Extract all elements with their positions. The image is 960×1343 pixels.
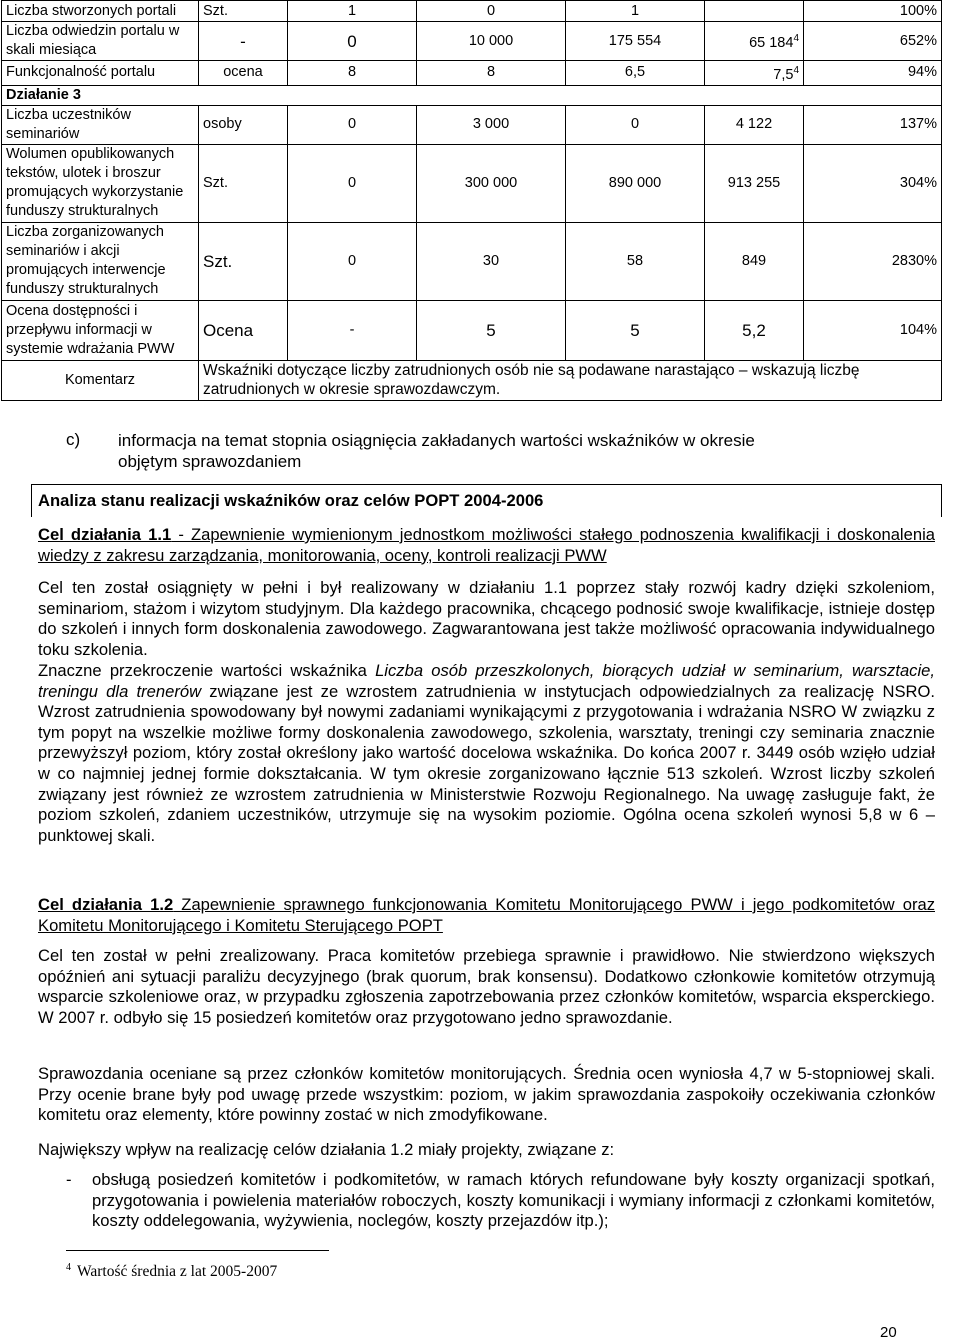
indicator-table — [1, 0, 942, 401]
value-text: 7,5 — [773, 66, 794, 83]
goal-heading — [38, 525, 935, 566]
footnote-divider — [66, 1250, 329, 1251]
footnote-ref: 4 — [793, 33, 799, 45]
row-label: Ocena dostępności i przepływu informacji w systemie wdrażania PWW — [2, 300, 199, 360]
value-cell: 5 — [566, 300, 705, 360]
value-cell — [705, 1, 804, 22]
unit-cell: Szt. — [199, 1, 288, 22]
value-cell: 300 000 — [417, 144, 566, 222]
row-label: Funkcjonalność portalu — [2, 61, 199, 86]
value-cell: 175 554 — [566, 22, 705, 61]
row-label: Wolumen opublikowanych tekstów, ulotek i broszur promujących wykorzystanie funduszy strukturalnych — [2, 144, 199, 222]
value-cell: 0 — [288, 144, 417, 222]
section-marker: c) — [66, 430, 81, 449]
footnote-ref: 4 — [793, 65, 799, 76]
table-row — [2, 105, 942, 144]
row-label: Liczba zorganizowanych seminariów i akcji promujących interwencje funduszy strukturalnych — [2, 222, 199, 300]
comment-text: Wskaźniki dotyczące liczby zatrudnionych osób nie są podawane narastająco – wskazują liczbę zatrudnionych w okresie sprawozdawczym. — [199, 360, 942, 400]
value-cell: 6,5 — [566, 61, 705, 86]
page-number: 20 — [880, 1324, 897, 1341]
analysis-title: Analiza stanu realizacji wskaźników oraz celów POPT 2004-2006 — [38, 491, 544, 510]
goal-text: Zapewnienie sprawnego funkcjonowania Komitetu Monitorującego PWW i jego podkomitetów oraz Komitetu Monitorującego i Komitetu Sterującego POPT — [38, 895, 935, 935]
pct-cell: 304% — [804, 144, 942, 222]
value-cell: 890 000 — [566, 144, 705, 222]
value-cell — [705, 22, 804, 61]
value-cell: 913 255 — [705, 144, 804, 222]
table-row — [2, 22, 942, 61]
section-row: Działanie 3 — [2, 85, 942, 105]
goal-text: - Zapewnienie wymienionym jednostkom możliwości stałego podnoszenia kwalifikacji i doskonalenia wiedzy z zakresu zarządzania, monitorowania, oceny, kontroli realizacji PWW — [38, 525, 935, 565]
unit-cell: ocena — [199, 61, 288, 86]
bullet-item: obsługą posiedzeń komitetów i podkomitetów, w ramach których refundowane były koszty organizacji spotkań, przygotowania i powielenia materiałów roboczych, koszty komunikacji i wymiany informacji z członkami komitetów, koszty oddelegowania, wyżywienia, noclegów, koszty przejazdów itp.); — [92, 1170, 935, 1231]
value-cell: 0 — [566, 105, 705, 144]
section-heading: informacja na temat stopnia osiągnięcia zakładanych wartości wskaźników w okresie objętym sprawozdaniem — [118, 431, 755, 471]
value-cell: 10 000 — [417, 22, 566, 61]
goal-label: Cel działania 1.2 — [38, 895, 174, 914]
value-cell: 1 — [566, 1, 705, 22]
text: Znaczne przekroczenie wartości wskaźnika — [38, 661, 376, 680]
pct-cell: 2830% — [804, 222, 942, 300]
value-cell: 5,2 — [705, 300, 804, 360]
paragraph: Sprawozdania oceniane są przez członków komitetów monitorujących. Średnia ocen wyniosła 4,7 w 5-stopniowej skali. Przy ocenie brane były pod uwagę przede wszystkim: poziom, w jakim sprawozdania zaspokoiły oczekiwania członków komitetu oraz elementy, które powinny zostać w nich zmodyfikowane. — [38, 1064, 935, 1125]
paragraph — [38, 661, 935, 846]
table-row — [2, 300, 942, 360]
pct-cell: 137% — [804, 105, 942, 144]
row-label: Liczba uczestników seminariów — [2, 105, 199, 144]
value-cell: 849 — [705, 222, 804, 300]
value-cell: - — [288, 300, 417, 360]
pct-cell: 94% — [804, 61, 942, 86]
unit-cell: - — [199, 22, 288, 61]
value-cell: 0 — [288, 222, 417, 300]
footnote — [66, 1262, 277, 1281]
pct-cell: 652% — [804, 22, 942, 61]
value-cell: 8 — [417, 61, 566, 86]
table-row — [2, 1, 942, 22]
text: związane jest ze wzrostem zatrudnienia w instytucjach odpowiedzialnych za realizację NSRO. Wzrost zatrudnienia spowodowany był nowymi zadaniami wynikającymi z przygotowania i wdrażania NSRO W związku z tym popyt na wszelkie możliwe formy doskonalenia zawodowego, szkolenia, warsztaty, treningi czy seminaria znacznie przewyższył poziom, który został określony jako wartość docelowa wskaźnika. Do końca 2007 r. 3449 osób wzięło udział w co najmniej jednej formie dokształcania. W tym okresie zorganizowano łącznie 513 szkoleń. Wzrost liczby szkoleń związany jest również ze wzrostem zatrudnienia w Ministerstwie Rozwoju Regionalnego. Na uwagę zasługuje fakt, że poziom szkoleń, zdaniem uczestników, utrzymuje się na wysokim poziomie. Ogólna ocena szkoleń wynosi 5,8 w 6 – punktowej skali. — [38, 681, 936, 845]
paragraph: Największy wpływ na realizację celów działania 1.2 miały projekty, związane z: — [38, 1140, 615, 1159]
table-row — [2, 222, 942, 300]
unit-cell: Szt. — [199, 222, 288, 300]
value-cell: 4 122 — [705, 105, 804, 144]
pct-cell: 100% — [804, 1, 942, 22]
table-row — [2, 144, 942, 222]
table-row — [2, 360, 942, 400]
unit-cell: Szt. — [199, 144, 288, 222]
unit-cell: Ocena — [199, 300, 288, 360]
pct-cell: 104% — [804, 300, 942, 360]
footnote-text: Wartość średnia z lat 2005-2007 — [77, 1263, 278, 1281]
value-cell: 0 — [288, 105, 417, 144]
row-label: Liczba odwiedzin portalu w skali miesiąca — [2, 22, 199, 61]
value-text: 65 184 — [749, 34, 794, 51]
table-row — [2, 61, 942, 86]
value-cell — [705, 61, 804, 86]
value-cell: 5 — [417, 300, 566, 360]
value-cell: 30 — [417, 222, 566, 300]
row-label: Liczba stworzonych portali — [2, 1, 199, 22]
goal-heading — [38, 895, 935, 936]
value-cell: 8 — [288, 61, 417, 86]
footnote-ref: 4 — [66, 1262, 71, 1273]
bullet-marker: - — [66, 1170, 72, 1189]
value-cell: 1 — [288, 1, 417, 22]
value-cell: 0 — [288, 22, 417, 61]
unit-cell: osoby — [199, 105, 288, 144]
comment-label: Komentarz — [2, 360, 199, 400]
goal-label: Cel działania 1.1 — [38, 525, 172, 544]
indicator-name: Liczba osób przeszkolonych, biorących udział w seminarium, warsztacie, treningu dla trenerów — [38, 661, 935, 701]
paragraph: Cel ten został w pełni zrealizowany. Praca komitetów przebiega sprawnie i prawidłowo. Nie stwierdzono większych opóźnień ani sytuacji paraliżu decyzyjnego (brak quorum, brak konsensu). Dodatkowo członkowie komitetów otrzymują wsparcie szkoleniowe oraz, w przypadku zgłoszenia zapotrzebowania przez członków komitetów, wsparcia eksperckiego. W 2007 r. odbyło się 15 posiedzeń komitetów oraz przygotowano jedno sprawozdanie. — [38, 946, 935, 1027]
value-cell: 58 — [566, 222, 705, 300]
table-row — [2, 85, 942, 105]
paragraph: Cel ten został osiągnięty w pełni i był realizowany w działaniu 1.1 poprzez stały rozwój kadry dzięki szkoleniom, seminariom, stażom i wizytom studyjnym. Dla każdego pracownika, chcącego podnosić swoje kwalifikacje, istnieje dostęp do szkoleń i innych form doskonalenia zawodowego. Zagwarantowana jest także możliwość opracowania indywidualnego toku szkolenia. — [38, 578, 935, 659]
value-cell: 3 000 — [417, 105, 566, 144]
value-cell: 0 — [417, 1, 566, 22]
